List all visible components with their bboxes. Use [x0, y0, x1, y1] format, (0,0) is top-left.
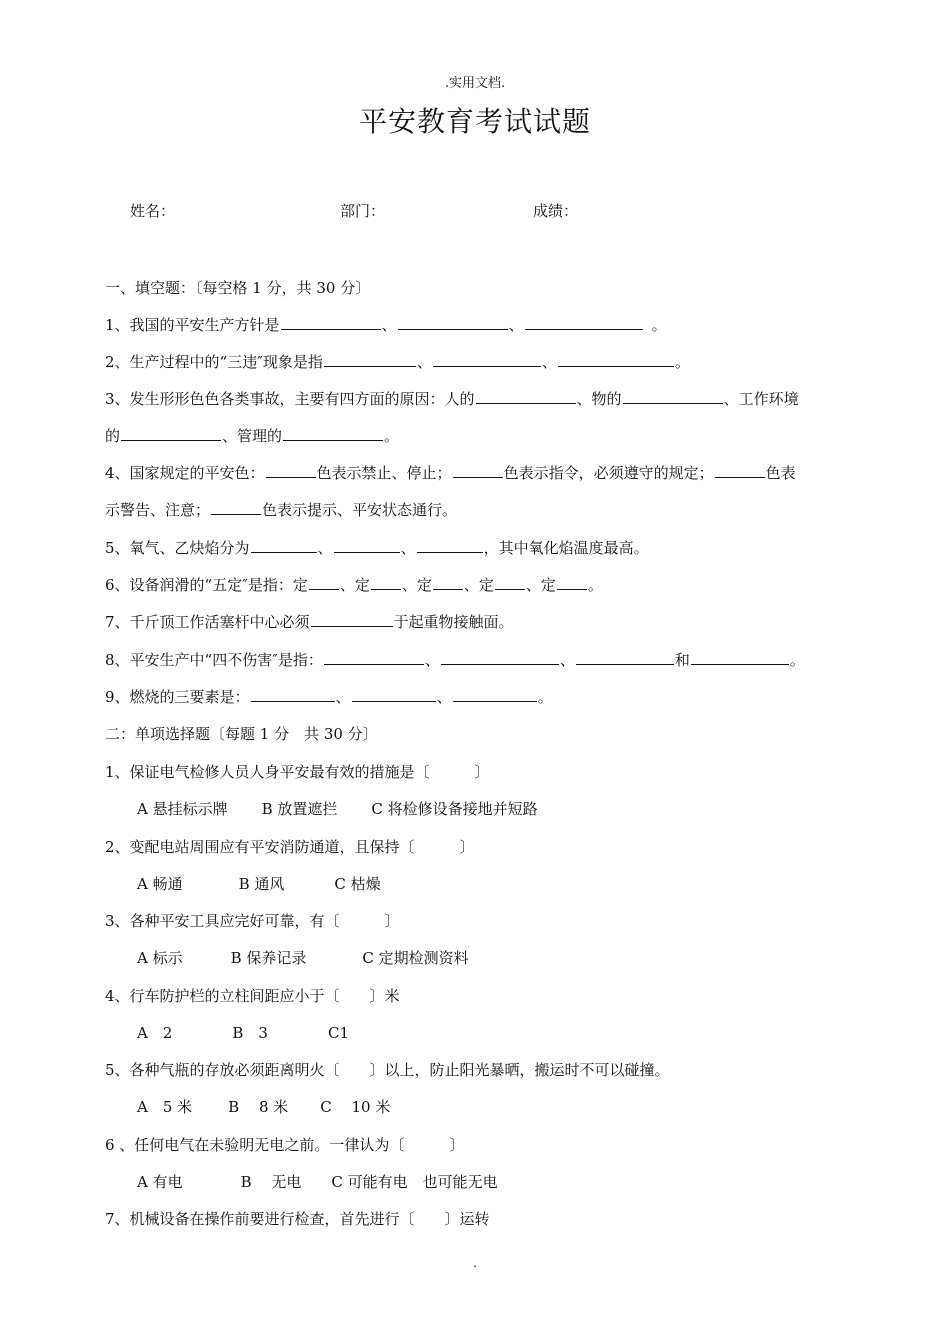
q-text: 、定 [525, 576, 556, 594]
fill-question-7 [105, 611, 514, 632]
answer-blank[interactable] [211, 499, 261, 515]
option-c[interactable]: C 将检修设备接地并短路 [371, 800, 538, 818]
q-text: 、 [541, 353, 557, 371]
score-label: 成绩： [533, 202, 579, 220]
fill-question-4-cont [105, 499, 457, 520]
q-text: 、 [317, 539, 333, 557]
q-text: 色表示禁止、停止； [316, 464, 452, 482]
answer-blank[interactable] [352, 686, 436, 702]
fill-question-5 [105, 537, 649, 558]
answer-blank[interactable] [557, 574, 587, 590]
q-text: 7、千斤顶工作活塞杆中心必须 [105, 613, 310, 631]
choice-options-6 [137, 1171, 498, 1192]
q-text: 。 [674, 353, 690, 371]
q-text: 3、发生形形色色各类事故，主要有四方面的原因：人的 [105, 390, 475, 408]
q-text: 示警告、注意； [105, 501, 211, 519]
option-a[interactable]: A 有电 [137, 1173, 183, 1191]
option-c[interactable]: C 可能有电 也可能无电 [331, 1173, 498, 1191]
q-text: 2、生产过程中的“三违″现象是指 [105, 353, 323, 371]
answer-blank[interactable] [251, 686, 335, 702]
answer-blank[interactable] [525, 314, 643, 330]
fill-question-1 [105, 314, 667, 335]
answer-blank[interactable] [691, 649, 789, 665]
q-text: 9、燃烧的三要素是： [105, 688, 250, 706]
fill-question-9 [105, 686, 553, 707]
dept-label: 部门： [340, 202, 386, 220]
answer-blank[interactable] [417, 537, 483, 553]
option-a[interactable]: A 5 米 [137, 1098, 193, 1116]
page-title: 平安教育考试试题 [358, 105, 591, 138]
q-text: 和 [674, 651, 690, 669]
q-text: 1、我国的平安生产方针是 [105, 316, 280, 334]
answer-blank[interactable] [334, 537, 400, 553]
option-b[interactable]: B 放置遮拦 [261, 800, 338, 818]
section1-heading: 一、填空题：〔每空格 1 分，共 30 分〕 [105, 279, 371, 297]
answer-blank[interactable] [311, 611, 393, 627]
option-b[interactable]: B 保养记录 [230, 949, 307, 967]
answer-blank[interactable] [453, 686, 537, 702]
option-b[interactable]: B 通风 [238, 875, 285, 893]
q-text: 8、平安生产中“四不伤害″是指： [105, 651, 323, 669]
q-text: 色表示指令，必须遵守的规定； [503, 464, 714, 482]
option-b[interactable]: B 8 米 [228, 1098, 289, 1116]
answer-blank[interactable] [309, 574, 339, 590]
answer-blank[interactable] [433, 574, 463, 590]
fill-question-2 [105, 351, 690, 372]
q-text: 、 [436, 688, 452, 706]
option-c[interactable]: C1 [327, 1024, 349, 1042]
choice-question-6: 6 、任何电气在未验明无电之前。一律认为〔 〕 [105, 1136, 465, 1154]
q-text: 的 [105, 427, 121, 445]
q-text: 色表示提示、平安状态通行。 [262, 501, 458, 519]
fill-question-4 [105, 462, 796, 483]
answer-blank[interactable] [371, 574, 401, 590]
fill-question-3-cont [105, 425, 399, 446]
answer-blank[interactable] [121, 425, 221, 441]
section2-heading: 二：单项选择题〔每题 1 分 共 30 分〕 [105, 725, 378, 743]
name-label: 姓名： [130, 202, 176, 220]
option-a[interactable]: A 悬挂标示牌 [137, 800, 228, 818]
choice-options-2 [137, 873, 381, 894]
q-text: 、 [381, 316, 397, 334]
q-text: 、物的 [576, 390, 622, 408]
fill-question-8 [105, 649, 805, 670]
fill-question-3 [105, 388, 799, 409]
q-text: 。 [789, 651, 805, 669]
q-text: 、 [508, 316, 524, 334]
choice-options-5 [137, 1096, 390, 1117]
answer-blank[interactable] [398, 314, 508, 330]
choice-question-5: 5、各种气瓶的存放必须距离明火〔 〕以上，防止阳光暴晒，搬运时不可以碰撞。 [105, 1061, 670, 1079]
option-b[interactable]: B 3 [232, 1024, 268, 1042]
q-text: 、 [335, 688, 351, 706]
q-text: 、 [416, 353, 432, 371]
q-text: 、 [400, 539, 416, 557]
q-text: 、定 [463, 576, 494, 594]
q-text: 。 [587, 576, 603, 594]
answer-blank[interactable] [324, 649, 424, 665]
q-text: 。 [651, 316, 667, 334]
q-text: 、 [559, 651, 575, 669]
choice-options-4 [137, 1022, 349, 1043]
option-a[interactable]: A 畅通 [137, 875, 183, 893]
choice-options-3 [137, 947, 469, 968]
option-c[interactable]: C 定期检测资料 [362, 949, 469, 967]
q-text: ，其中氧化焰温度最高。 [483, 539, 649, 557]
answer-blank[interactable] [266, 462, 316, 478]
q-text: 、定 [339, 576, 370, 594]
choice-question-3: 3、各种平安工具应完好可靠，有〔 〕 [105, 912, 400, 930]
answer-blank[interactable] [283, 425, 383, 441]
q-text: 色表 [765, 464, 796, 482]
answer-blank[interactable] [441, 649, 559, 665]
option-b[interactable]: B 无电 [240, 1173, 302, 1191]
choice-question-2: 2、变配电站周围应有平安消防通道，且保持〔 〕 [105, 838, 475, 856]
answer-blank[interactable] [324, 351, 416, 367]
q-text: 、管理的 [222, 427, 283, 445]
q-text: 。 [537, 688, 553, 706]
choice-question-1: 1、保证电气检修人员人身平安最有效的措施是〔 〕 [105, 763, 490, 781]
answer-blank[interactable] [453, 462, 503, 478]
option-c[interactable]: C 枯燥 [334, 875, 381, 893]
q-text: 、定 [401, 576, 432, 594]
answer-blank[interactable] [251, 537, 317, 553]
choice-question-7: 7、机械设备在操作前要进行检查，首先进行〔 〕运转 [105, 1210, 490, 1228]
q-text: 。 [384, 427, 400, 445]
answer-blank[interactable] [476, 388, 576, 404]
page-footer: . [473, 1256, 477, 1270]
option-a[interactable]: A 2 [137, 1024, 173, 1042]
answer-blank[interactable] [281, 314, 381, 330]
q-text: 6、设备润滑的“五定″是指：定 [105, 576, 308, 594]
answer-blank[interactable] [495, 574, 525, 590]
answer-blank[interactable] [576, 649, 674, 665]
answer-blank[interactable] [715, 462, 765, 478]
q-text: 于起重物接触面。 [393, 613, 514, 631]
choice-options-1 [137, 798, 538, 819]
answer-blank[interactable] [433, 351, 541, 367]
q-text: 、 [424, 651, 440, 669]
choice-question-4: 4、行车防护栏的立柱间距应小于〔 〕米 [105, 987, 400, 1005]
fill-question-6 [105, 574, 603, 595]
page-header: .实用文档. [444, 76, 506, 91]
q-text: 4、国家规定的平安色： [105, 464, 265, 482]
answer-blank[interactable] [558, 351, 674, 367]
q-text: 、工作环境 [723, 390, 799, 408]
answer-blank[interactable] [623, 388, 723, 404]
option-c[interactable]: C 10 米 [320, 1098, 391, 1116]
option-a[interactable]: A 标示 [137, 949, 183, 967]
q-text: 5、氧气、乙炔焰分为 [105, 539, 250, 557]
